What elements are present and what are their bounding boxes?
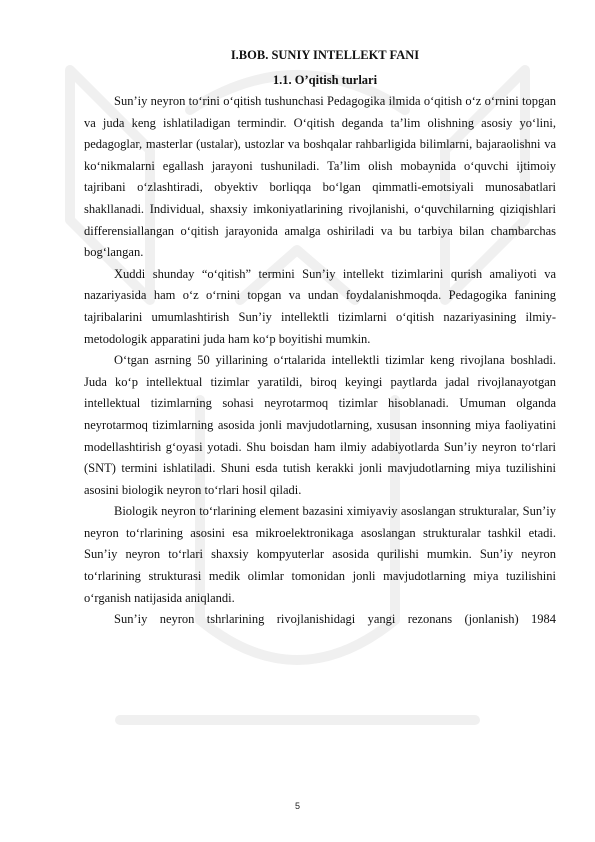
paragraph-1: Sun’iy neyron to‘rini o‘qitish tushunchasi Pedagogika ilmida o‘qitish o‘z o‘rnini topgan va juda keng ishlatiladigan termindir. O‘qitish deganda ta’lim olishning asosiy yo‘lini, pedagoglar, masterlar (ustalar), ustozlar va boshqalar rahbarligida bilimlarni, bajaraolishni va ko‘nikmalarni egallash jarayoni tushuniladi. Ta’lim olish mobaynida o‘quvchi ijtimoiy tajribani o‘zlashtiradi, obyektiv borliqqa bo‘lgan qimmatli-emotsiyali munosabatlari shakllanadi. Individual, shaxsiy imkoniyatlarining rivojlanishi, o‘quvchilarning qiziqishlari differensiallangan o‘qitish jarayonida amalga oshiriladi va bu tarbiya bilan chambarchas bog‘langan. xyxy=(84,94,556,260)
page-content xyxy=(84,46,556,631)
page-number: 5 xyxy=(294,801,300,811)
paragraph-2: Xuddi shunday “o‘qitish” termini Sun’iy intellekt tizimlarini qurish amaliyoti va nazariyasida ham o‘z o‘rnini topgan va undan foydalanishmoqda. Pedagogika fanining tajribalarini umumlashtirish Sun’iy intellektli tizimlarni o‘qitish nazariyasining ilmiy-metodologik apparatini juda ham ko‘p boyitishi mumkin. xyxy=(84,266,556,346)
chapter-title: I.BOB. SUNIY INTELLEKT FANI xyxy=(230,48,420,62)
paragraph-4: Biologik neyron to‘rlarining element bazasini ximiyaviy asoslangan strukturalar, Sun’iy neyron to‘rlarining asosini esa mikroelektronikaga asoslangan strukturalar tashkil etadi. Sun’iy neyron to‘rlari shaxsiy kompyuterlar asosida qurilishi mumkin. Sun’iy neyron to‘rlarining strukturasi medik olimlar tomonidan jonli mavjudotlarning miya tuzilishini o‘rganish natijasida aniqlandi. xyxy=(84,504,556,605)
section-title: 1.1. O’qitish turlari xyxy=(272,73,378,87)
paragraph-3: O‘tgan asrning 50 yillarining o‘rtalarida intellektli tizimlar keng rivojlana boshladi. Juda ko‘p intellektual tizimlar yaratildi, biroq keyingi paytlarda jadal rivojlanayotgan intellektual tizimlarning sohasi neyrotarmoq tizimlar hisoblanadi. Umuman olganda neyrotarmoq tizimlarning asosida jonli mavjudotlarning, xususan insonning miya faoliyatini modellashtirish g‘oyasi yotadi. Shu boisdan ham ilmiy adabiyotlarda Sun’iy neyron to‘rlari (SNT) termini ishlatiladi. Shuni esda tutish kerakki jonli mavjudotlarning miya tuzilishini asosini biologik neyron to‘rlari hosil qiladi. xyxy=(84,353,556,497)
paragraph-5: Sun’iy neyron tshrlarining rivojlanishidagi yangi rezonans (jonlanish) 1984 xyxy=(114,612,556,627)
